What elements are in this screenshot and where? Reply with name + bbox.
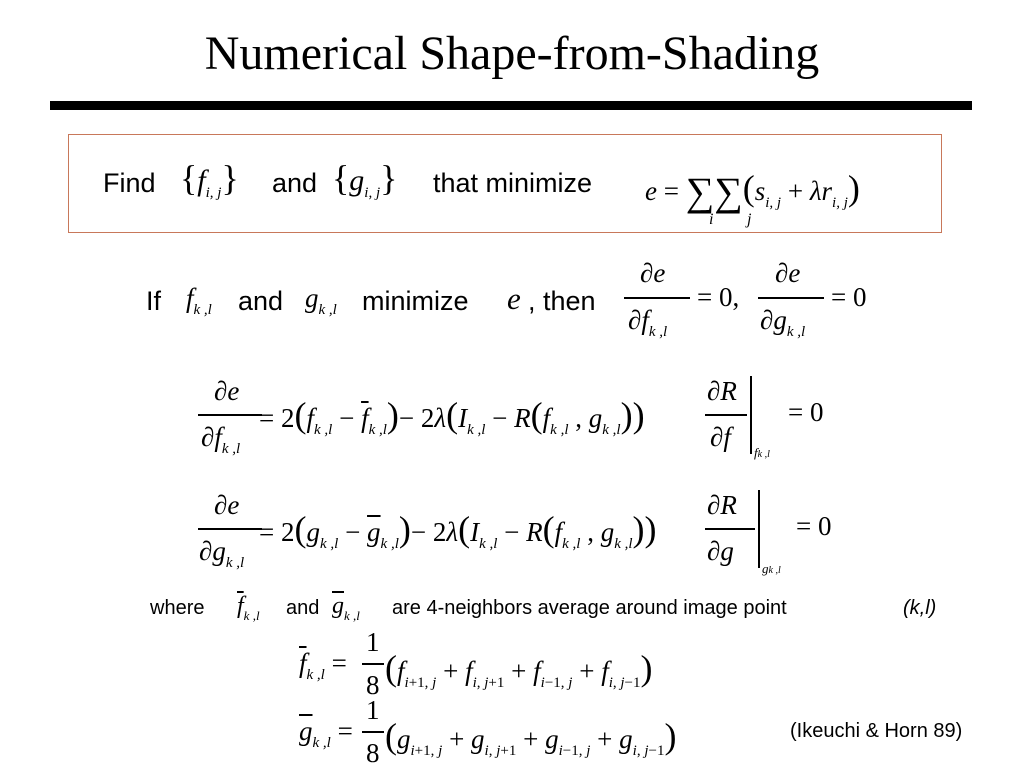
minimize-label: minimize <box>362 286 469 316</box>
g-bar-kl: $\overline{g}_{k ,l}$ <box>332 593 360 623</box>
eq1-num: ∂e <box>214 376 240 406</box>
equals-zero-2: = 0 <box>831 282 867 312</box>
point-text: (k,l) <box>903 597 937 619</box>
partial-f-den-1: $\partial f_{k ,l}$ <box>628 305 668 340</box>
eq1-body: = $2(f_{k ,l} - \overline{f}_{k ,l})- 2\lambda(I_{k ,l} - R(f_{k ,l}$ , $g_{k ,l}$)) <box>259 395 645 438</box>
eq2-body: = $2(g_{k ,l} - \overline{g}_{k ,l})- 2\lambda(I_{k ,l} - R(f_{k ,l}$ , $g_{k ,l}$)) <box>259 509 657 552</box>
eq1-rhs: = 0 <box>788 397 824 427</box>
avg-f-rhs: $(f_{i+1, j} + f_{i, j+1} + f_{i-1, j} + f_{i, j-1})$ <box>385 648 653 691</box>
fraction-bar <box>624 297 690 299</box>
find-label: Find <box>103 168 156 198</box>
set-f-formula: {fi, j} <box>180 158 239 201</box>
eq2-dR: ∂R <box>707 490 737 520</box>
find-and-label: and <box>272 168 318 198</box>
eq1-eval-sub: fk ,l <box>754 445 770 460</box>
avg-g-num: 1 <box>366 695 380 725</box>
eq2-eval-sub: gk ,l <box>762 561 781 576</box>
avg-f-lhs: $\overline{f}_{k ,l}$ = <box>299 648 347 683</box>
sum-index-i: i <box>709 211 714 228</box>
slide-title: Numerical Shape-from-Shading <box>204 27 820 80</box>
set-g-formula: {gi, j} <box>332 158 398 201</box>
fraction-bar <box>198 414 262 416</box>
avg-g-lhs: $\overline{g}_{k ,l}$ = <box>299 716 353 751</box>
sum-index-j: j <box>747 211 752 228</box>
citation: (Ikeuchi & Horn 89) <box>790 720 963 742</box>
eq2-den: $\partial g_{k ,l}$ <box>199 536 245 571</box>
avg-f-den: 8 <box>366 670 380 700</box>
if-and-label: and <box>238 286 284 316</box>
avg-f-num: 1 <box>366 627 380 657</box>
that-minimize-label: that minimize <box>433 168 593 198</box>
if-label: If <box>146 286 162 316</box>
then-label: , then <box>528 286 596 316</box>
neighbors-text: are 4-neighbors average around image point <box>392 597 787 619</box>
partial-e-num-1: ∂e <box>640 258 666 288</box>
fraction-bar <box>362 663 384 665</box>
title-underline <box>50 101 972 110</box>
eq2-num: ∂e <box>214 490 240 520</box>
fraction-bar <box>705 528 755 530</box>
eq1-df: ∂f <box>710 422 731 452</box>
where-and-label: and <box>286 597 320 619</box>
avg-g-den: 8 <box>366 738 380 768</box>
evaluation-bar <box>750 376 752 454</box>
fraction-bar <box>362 731 384 733</box>
fraction-bar <box>705 414 747 416</box>
f-bar-kl: $\overline{f}_{k ,l}$ <box>237 593 260 623</box>
eq2-dg: ∂g <box>707 536 734 566</box>
e-symbol: e <box>507 281 521 316</box>
fraction-bar <box>758 297 824 299</box>
evaluation-bar <box>758 490 760 568</box>
partial-e-num-2: ∂e <box>775 258 801 288</box>
where-label: where <box>150 597 205 619</box>
eq1-dR: ∂R <box>707 376 737 406</box>
eq2-rhs: = 0 <box>796 511 832 541</box>
f-kl: $f_{k ,l}$ <box>186 283 212 318</box>
equals-zero-1: = 0, <box>697 282 740 312</box>
g-kl: $g_{k ,l}$ <box>305 283 337 318</box>
eq1-den: $\partial f_{k ,l}$ <box>201 422 241 457</box>
fraction-bar <box>198 528 262 530</box>
partial-g-den-1: $\partial g_{k ,l}$ <box>760 305 806 340</box>
objective-formula: $e = \sum\sum(s_{i, j} + \lambda r_{i, j})$ <box>645 168 860 214</box>
avg-g-rhs: $(g_{i+1, j} + g_{i, j+1} + g_{i-1, j} + g_{i, j-1})$ <box>385 716 677 759</box>
